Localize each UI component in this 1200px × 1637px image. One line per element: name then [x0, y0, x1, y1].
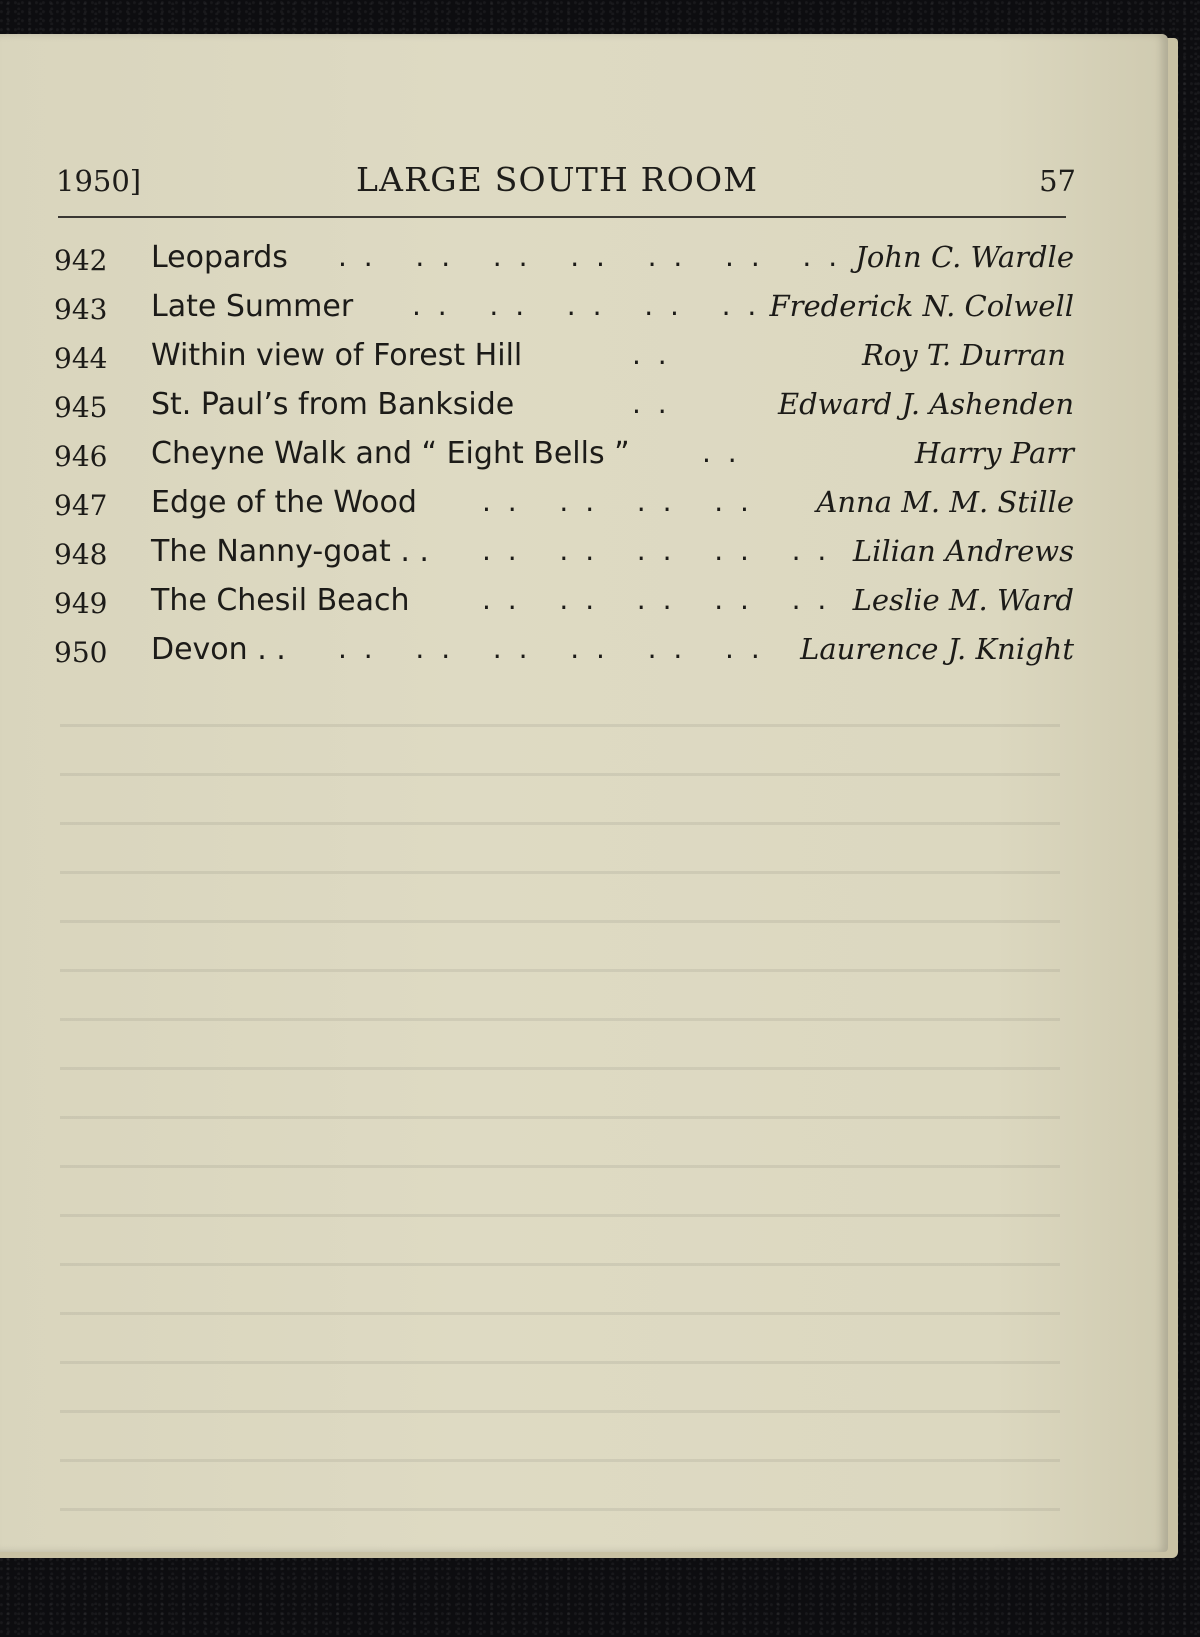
running-head: [56, 150, 1076, 200]
entry-number: 949: [54, 587, 108, 620]
entry-artist: Anna M. M. Stille: [816, 485, 1074, 519]
entry-artist: Laurence J. Knight: [800, 632, 1074, 666]
entry-artist: John C. Wardle: [855, 240, 1074, 274]
entry-number: 942: [54, 244, 108, 277]
catalogue-entry: [54, 385, 1074, 434]
entry-title: St. Paul’s from Bankside: [151, 387, 515, 422]
entry-artist: Frederick N. Colwell: [769, 289, 1074, 323]
catalogue-entry: [54, 336, 1074, 385]
entry-leader: . .: [632, 387, 671, 420]
entry-number: 946: [54, 440, 108, 473]
entry-title: Within view of Forest Hill: [151, 338, 523, 373]
entry-title: Edge of the Wood: [151, 485, 417, 520]
entry-artist: Harry Parr: [914, 436, 1074, 470]
entry-leader: . . . . . . . .: [482, 485, 753, 518]
entry-number: 947: [54, 489, 108, 522]
entry-title: Leopards: [151, 240, 288, 275]
catalogue-entry: [54, 532, 1074, 581]
head-year: 1950]: [56, 164, 142, 198]
entry-artist: Edward J. Ashenden: [777, 387, 1074, 421]
entry-number: 944: [54, 342, 108, 375]
entry-title: The Nanny-goat . .: [151, 534, 429, 569]
entry-title: Devon . .: [151, 632, 286, 667]
catalogue-entry: [54, 434, 1074, 483]
entry-leader: . . . . . . . . . .: [482, 534, 831, 567]
entry-number: 948: [54, 538, 108, 571]
entry-leader: . . . . . . . . . .: [482, 583, 831, 616]
entry-title: Late Summer: [151, 289, 354, 324]
entry-artist: Leslie M. Ward: [852, 583, 1074, 617]
show-through: [60, 694, 1060, 1554]
entry-number: 945: [54, 391, 108, 424]
entry-leader: . . . . . . . . . . . .: [338, 632, 764, 665]
entry-leader: . .: [632, 338, 671, 371]
page-number: 57: [1039, 164, 1076, 198]
head-title: LARGE SOUTH ROOM: [356, 160, 759, 199]
entry-leader: . .: [702, 436, 741, 469]
entry-number: 950: [54, 636, 108, 669]
entry-artist: Lilian Andrews: [852, 534, 1074, 568]
entry-title: The Chesil Beach: [151, 583, 410, 618]
catalogue-entry: [54, 630, 1074, 679]
entry-number: 943: [54, 293, 108, 326]
entry-artist: Roy T. Durran: [861, 338, 1066, 372]
entry-leader: . . . . . . . . . . . . . .: [338, 240, 842, 273]
catalogue-entries: [54, 238, 1074, 679]
entry-title: Cheyne Walk and “ Eight Bells ”: [151, 436, 630, 471]
head-rule: [58, 216, 1066, 218]
catalogue-entry: [54, 581, 1074, 630]
catalogue-entry: [54, 483, 1074, 532]
catalogue-entry: [54, 287, 1074, 336]
catalogue-entry: [54, 238, 1074, 287]
entry-leader: . . . . . . . . . .: [412, 289, 761, 322]
